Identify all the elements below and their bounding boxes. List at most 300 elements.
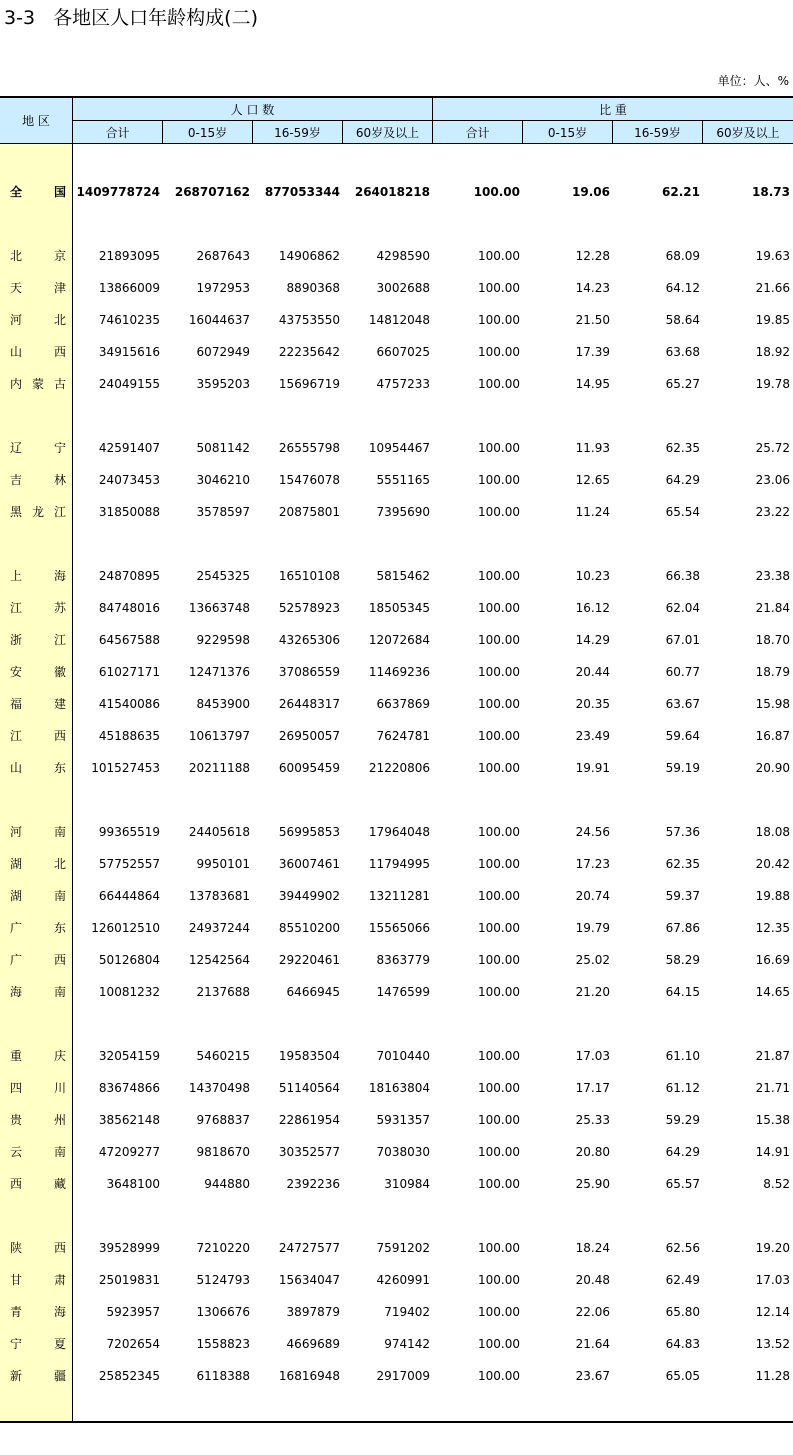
pop-age0-15-cell: 7210220 [196,1241,250,1255]
region-cell: 全 国 [10,185,66,199]
region-cell: 福 建 [10,697,66,711]
pop-age0-15-cell: 24405618 [188,825,250,839]
prop-age60p-cell: 23.06 [755,473,790,487]
prop-age16-59-cell: 59.64 [665,729,700,743]
prop-age16-59-cell: 59.37 [665,889,700,903]
pop-age60p-cell: 7591202 [376,1241,430,1255]
prop-age0-15-cell: 22.06 [575,1305,610,1319]
pop-age60p-cell: 10954467 [368,441,430,455]
pop-age0-15-cell: 2545325 [196,569,250,583]
prop-age60p-cell: 19.63 [755,249,790,263]
table-row [0,944,793,976]
pop-age0-15-cell: 16044637 [188,313,250,327]
prop-age16-59-cell: 62.35 [665,857,700,871]
region-cell: 海 南 [10,985,66,999]
pop-age16-59-cell: 2392236 [286,1177,340,1191]
pop-age16-59-cell: 43265306 [278,633,340,647]
pop-age0-15-cell: 944880 [204,1177,250,1191]
pop-age60p-cell: 15565066 [368,921,430,935]
prop-total-cell: 100.00 [478,921,520,935]
prop-total-cell: 100.00 [478,281,520,295]
prop-age60p-cell: 18.92 [755,345,790,359]
pop-age16-59-cell: 6466945 [286,985,340,999]
prop-total-cell: 100.00 [478,1145,520,1159]
pop-total-cell: 3648100 [106,1177,160,1191]
prop-age0-15-cell: 23.49 [575,729,610,743]
pop-age60p-cell: 21220806 [368,761,430,775]
region-cell: 广 东 [10,921,66,935]
pop-total-cell: 47209277 [98,1145,160,1159]
pop-age60p-cell: 18505345 [368,601,430,615]
prop-col-total: 合计 [433,121,523,143]
pop-age0-15-cell: 1306676 [196,1305,250,1319]
pop-total-cell: 24049155 [98,377,160,391]
pop-age60p-cell: 264018218 [354,185,430,199]
pop-age60p-cell: 1476599 [376,985,430,999]
prop-age60p-cell: 21.84 [755,601,790,615]
prop-age0-15-cell: 14.23 [575,281,610,295]
prop-age16-59-cell: 59.19 [665,761,700,775]
pop-age0-15-cell: 2687643 [196,249,250,263]
prop-total-cell: 100.00 [478,1369,520,1383]
table-row [0,304,793,336]
pop-age60p-cell: 5551165 [376,473,430,487]
pop-age60p-cell: 2917009 [376,1369,430,1383]
pop-age60p-cell: 18163804 [368,1081,430,1095]
prop-total-cell: 100.00 [478,761,520,775]
prop-age60p-cell: 18.08 [755,825,790,839]
pop-age60p-cell: 7038030 [376,1145,430,1159]
table-row [0,848,793,880]
prop-age16-59-cell: 62.49 [665,1273,700,1287]
prop-age16-59-cell: 67.01 [665,633,700,647]
region-cell: 辽 宁 [10,441,66,455]
table-row [0,752,793,784]
unit-label: 单位：人、% [717,74,789,88]
table-row [0,816,793,848]
prop-age0-15-cell: 20.35 [575,697,610,711]
pop-age0-15-cell: 20211188 [188,761,250,775]
pop-total-cell: 101527453 [91,761,160,775]
pop-total-cell: 38562148 [98,1113,160,1127]
table-row [0,368,793,400]
pop-age0-15-cell: 14370498 [188,1081,250,1095]
pop-age0-15-cell: 3046210 [196,473,250,487]
pop-age60p-cell: 6637869 [376,697,430,711]
table-row [0,336,793,368]
pop-age16-59-cell: 60095459 [278,761,340,775]
pop-age16-59-cell: 52578923 [278,601,340,615]
region-cell: 浙 江 [10,633,66,647]
prop-total-cell: 100.00 [478,729,520,743]
prop-age0-15-cell: 17.23 [575,857,610,871]
prop-age60p-cell: 20.90 [755,761,790,775]
region-cell: 新 疆 [10,1369,66,1383]
pop-age16-59-cell: 29220461 [278,953,340,967]
pop-total-cell: 21893095 [98,249,160,263]
pop-age0-15-cell: 10613797 [188,729,250,743]
prop-total-cell: 100.00 [478,665,520,679]
prop-total-cell: 100.00 [478,985,520,999]
region-cell: 四 川 [10,1081,66,1095]
pop-age16-59-cell: 37086559 [278,665,340,679]
prop-age60p-cell: 14.91 [755,1145,790,1159]
prop-total-cell: 100.00 [478,1113,520,1127]
pop-age16-59-cell: 16510108 [278,569,340,583]
pop-total-cell: 34915616 [98,345,160,359]
prop-total-cell: 100.00 [478,473,520,487]
prop-age60p-cell: 23.38 [755,569,790,583]
table-row [0,688,793,720]
pop-age0-15-cell: 6072949 [196,345,250,359]
table-row [0,1232,793,1264]
prop-age16-59-cell: 59.29 [665,1113,700,1127]
pop-age60p-cell: 7395690 [376,505,430,519]
prop-age60p-cell: 21.66 [755,281,790,295]
pop-total-cell: 42591407 [98,441,160,455]
header-divider [0,143,793,144]
prop-age0-15-cell: 16.12 [575,601,610,615]
prop-age16-59-cell: 64.12 [665,281,700,295]
pop-total-cell: 31850088 [98,505,160,519]
prop-age0-15-cell: 12.28 [575,249,610,263]
pop-age0-15-cell: 1558823 [196,1337,250,1351]
prop-age0-15-cell: 20.80 [575,1145,610,1159]
table-row [0,1104,793,1136]
prop-age16-59-cell: 65.57 [665,1177,700,1191]
region-cell: 吉 林 [10,473,66,487]
prop-age0-15-cell: 21.20 [575,985,610,999]
prop-age60p-cell: 13.52 [755,1337,790,1351]
pop-age0-15-cell: 5124793 [196,1273,250,1287]
pop-age60p-cell: 11469236 [368,665,430,679]
prop-age60p-cell: 12.14 [755,1305,790,1319]
prop-total-cell: 100.00 [478,1081,520,1095]
prop-total-cell: 100.00 [473,185,520,199]
region-cell: 宁 夏 [10,1337,66,1351]
table-row-national [0,176,793,208]
pop-total-cell: 66444864 [98,889,160,903]
prop-age0-15-cell: 14.95 [575,377,610,391]
prop-age0-15-cell: 11.93 [575,441,610,455]
prop-age16-59-cell: 63.67 [665,697,700,711]
prop-total-cell: 100.00 [478,857,520,871]
region-cell: 河 北 [10,313,66,327]
prop-age16-59-cell: 60.77 [665,665,700,679]
prop-col-age16-59: 16-59岁 [613,121,703,143]
pop-total-cell: 7202654 [106,1337,160,1351]
prop-total-cell: 100.00 [478,697,520,711]
pop-age0-15-cell: 2137688 [196,985,250,999]
pop-age16-59-cell: 15476078 [278,473,340,487]
prop-total-cell: 100.00 [478,1273,520,1287]
pop-age60p-cell: 14812048 [368,313,430,327]
table-row [0,624,793,656]
prop-age60p-cell: 19.78 [755,377,790,391]
table-row [0,496,793,528]
table-row [0,656,793,688]
prop-col-age0-15: 0-15岁 [523,121,613,143]
pop-age60p-cell: 12072684 [368,633,430,647]
pop-age0-15-cell: 9818670 [196,1145,250,1159]
pop-age16-59-cell: 4669689 [286,1337,340,1351]
pop-age16-59-cell: 19583504 [278,1049,340,1063]
table-row [0,1040,793,1072]
prop-age0-15-cell: 19.91 [575,761,610,775]
prop-total-cell: 100.00 [478,569,520,583]
pop-age60p-cell: 4260991 [376,1273,430,1287]
table-row [0,240,793,272]
prop-age60p-cell: 17.03 [755,1273,790,1287]
region-cell: 上 海 [10,569,66,583]
prop-total-cell: 100.00 [478,345,520,359]
pop-total-cell: 25019831 [98,1273,160,1287]
pop-age0-15-cell: 12542564 [188,953,250,967]
table-row [0,560,793,592]
pop-total-cell: 126012510 [91,921,160,935]
prop-age16-59-cell: 66.38 [665,569,700,583]
prop-age16-59-cell: 64.15 [665,985,700,999]
prop-age16-59-cell: 64.83 [665,1337,700,1351]
prop-age0-15-cell: 20.48 [575,1273,610,1287]
pop-age16-59-cell: 85510200 [278,921,340,935]
table-row [0,1360,793,1392]
region-cell: 贵 州 [10,1113,66,1127]
pop-age16-59-cell: 15634047 [278,1273,340,1287]
region-cell: 陕 西 [10,1241,66,1255]
table-row [0,720,793,752]
prop-age16-59-cell: 62.04 [665,601,700,615]
table-row [0,912,793,944]
prop-age60p-cell: 19.88 [755,889,790,903]
region-cell: 北 京 [10,249,66,263]
pop-total-cell: 24073453 [98,473,160,487]
prop-age0-15-cell: 23.67 [575,1369,610,1383]
pop-age60p-cell: 310984 [384,1177,430,1191]
pop-total-cell: 32054159 [98,1049,160,1063]
region-cell: 天 津 [10,281,66,295]
prop-age16-59-cell: 62.56 [665,1241,700,1255]
pop-total-cell: 50126804 [98,953,160,967]
pop-total-cell: 57752557 [98,857,160,871]
prop-total-cell: 100.00 [478,1305,520,1319]
table-row [0,1328,793,1360]
pop-col-age60p: 60岁及以上 [343,121,433,143]
prop-age16-59-cell: 65.05 [665,1369,700,1383]
pop-total-cell: 74610235 [98,313,160,327]
prop-total-cell: 100.00 [478,889,520,903]
pop-age0-15-cell: 3578597 [196,505,250,519]
prop-age16-59-cell: 62.21 [662,185,700,199]
prop-age0-15-cell: 18.24 [575,1241,610,1255]
prop-total-cell: 100.00 [478,825,520,839]
pop-age0-15-cell: 13783681 [188,889,250,903]
prop-age60p-cell: 21.87 [755,1049,790,1063]
prop-age0-15-cell: 19.79 [575,921,610,935]
prop-age0-15-cell: 17.03 [575,1049,610,1063]
prop-age16-59-cell: 65.80 [665,1305,700,1319]
prop-age60p-cell: 12.35 [755,921,790,935]
pop-age16-59-cell: 15696719 [278,377,340,391]
pop-total-cell: 84748016 [98,601,160,615]
region-cell: 云 南 [10,1145,66,1159]
pop-age0-15-cell: 9950101 [196,857,250,871]
pop-age60p-cell: 974142 [384,1337,430,1351]
prop-age0-15-cell: 17.39 [575,345,610,359]
prop-age16-59-cell: 58.29 [665,953,700,967]
pop-age60p-cell: 17964048 [368,825,430,839]
pop-total-cell: 99365519 [98,825,160,839]
pop-age60p-cell: 7010440 [376,1049,430,1063]
pop-age60p-cell: 719402 [384,1305,430,1319]
pop-age60p-cell: 4757233 [376,377,430,391]
prop-age60p-cell: 18.79 [755,665,790,679]
prop-total-cell: 100.00 [478,1241,520,1255]
pop-age60p-cell: 3002688 [376,281,430,295]
pop-age0-15-cell: 9229598 [196,633,250,647]
pop-age16-59-cell: 51140564 [278,1081,340,1095]
prop-age0-15-cell: 14.29 [575,633,610,647]
pop-age0-15-cell: 1972953 [196,281,250,295]
prop-age0-15-cell: 11.24 [575,505,610,519]
prop-age0-15-cell: 19.06 [572,185,610,199]
pop-total-cell: 24870895 [98,569,160,583]
pop-age16-59-cell: 26555798 [278,441,340,455]
table-row [0,1264,793,1296]
prop-age16-59-cell: 65.54 [665,505,700,519]
pop-age0-15-cell: 268707162 [174,185,250,199]
pop-age0-15-cell: 9768837 [196,1113,250,1127]
prop-age60p-cell: 18.73 [752,185,790,199]
prop-age60p-cell: 16.69 [755,953,790,967]
pop-age16-59-cell: 22235642 [278,345,340,359]
prop-age0-15-cell: 25.33 [575,1113,610,1127]
prop-age60p-cell: 16.87 [755,729,790,743]
prop-age60p-cell: 15.38 [755,1113,790,1127]
table-row [0,464,793,496]
pop-total-cell: 83674866 [98,1081,160,1095]
pop-total-cell: 25852345 [98,1369,160,1383]
prop-age60p-cell: 8.52 [763,1177,790,1191]
pop-age0-15-cell: 12471376 [188,665,250,679]
prop-age0-15-cell: 21.50 [575,313,610,327]
pop-age16-59-cell: 36007461 [278,857,340,871]
page-title: 3-3 各地区人口年龄构成(二) [4,7,258,29]
region-cell: 甘 肃 [10,1273,66,1287]
prop-age60p-cell: 11.28 [755,1369,790,1383]
pop-age60p-cell: 7624781 [376,729,430,743]
prop-total-cell: 100.00 [478,249,520,263]
prop-total-cell: 100.00 [478,1177,520,1191]
prop-age0-15-cell: 21.64 [575,1337,610,1351]
region-cell: 重 庆 [10,1049,66,1063]
prop-age60p-cell: 20.42 [755,857,790,871]
table-row [0,272,793,304]
table-row [0,1072,793,1104]
pop-age16-59-cell: 22861954 [278,1113,340,1127]
pop-age60p-cell: 5815462 [376,569,430,583]
proportion-group-header: 比 重 [433,98,793,121]
pop-age60p-cell: 5931357 [376,1113,430,1127]
prop-total-cell: 100.00 [478,441,520,455]
prop-age60p-cell: 18.70 [755,633,790,647]
pop-total-cell: 61027171 [98,665,160,679]
pop-total-cell: 10081232 [98,985,160,999]
table-row [0,880,793,912]
prop-age0-15-cell: 17.17 [575,1081,610,1095]
prop-col-age60p: 60岁及以上 [703,121,793,143]
region-cell: 湖 南 [10,889,66,903]
pop-total-cell: 13866009 [98,281,160,295]
prop-age16-59-cell: 62.35 [665,441,700,455]
pop-total-cell: 45188635 [98,729,160,743]
region-cell: 青 海 [10,1305,66,1319]
prop-age16-59-cell: 65.27 [665,377,700,391]
region-cell: 安 徽 [10,665,66,679]
prop-age60p-cell: 14.65 [755,985,790,999]
prop-age16-59-cell: 58.64 [665,313,700,327]
prop-age0-15-cell: 25.90 [575,1177,610,1191]
prop-total-cell: 100.00 [478,505,520,519]
region-cell: 西 藏 [10,1177,66,1191]
pop-age0-15-cell: 8453900 [196,697,250,711]
pop-col-age16-59: 16-59岁 [253,121,343,143]
pop-age16-59-cell: 16816948 [278,1369,340,1383]
prop-age16-59-cell: 64.29 [665,473,700,487]
pop-total-cell: 41540086 [98,697,160,711]
table-row [0,432,793,464]
pop-age16-59-cell: 3897879 [286,1305,340,1319]
prop-total-cell: 100.00 [478,601,520,615]
population-group-header: 人 口 数 [73,98,433,121]
pop-total-cell: 39528999 [98,1241,160,1255]
prop-age0-15-cell: 25.02 [575,953,610,967]
prop-age60p-cell: 19.20 [755,1241,790,1255]
region-header: 地 区 [0,98,73,143]
region-cell: 广 西 [10,953,66,967]
table-row [0,1168,793,1200]
pop-age60p-cell: 4298590 [376,249,430,263]
pop-age0-15-cell: 6118388 [196,1369,250,1383]
prop-age16-59-cell: 63.68 [665,345,700,359]
pop-age16-59-cell: 14906862 [278,249,340,263]
pop-age16-59-cell: 39449902 [278,889,340,903]
pop-age16-59-cell: 30352577 [278,1145,340,1159]
prop-total-cell: 100.00 [478,377,520,391]
region-cell: 江 西 [10,729,66,743]
table-header [0,98,793,144]
prop-age16-59-cell: 61.12 [665,1081,700,1095]
pop-age60p-cell: 6607025 [376,345,430,359]
prop-total-cell: 100.00 [478,1337,520,1351]
pop-age16-59-cell: 26950057 [278,729,340,743]
prop-age16-59-cell: 64.29 [665,1145,700,1159]
prop-age60p-cell: 21.71 [755,1081,790,1095]
prop-total-cell: 100.00 [478,953,520,967]
pop-age16-59-cell: 43753550 [278,313,340,327]
pop-col-age0-15: 0-15岁 [163,121,253,143]
prop-age60p-cell: 19.85 [755,313,790,327]
region-cell: 内 蒙 古 [10,377,66,391]
prop-age16-59-cell: 61.10 [665,1049,700,1063]
pop-age16-59-cell: 56995853 [278,825,340,839]
table-row [0,1136,793,1168]
prop-age60p-cell: 23.22 [755,505,790,519]
prop-age0-15-cell: 20.74 [575,889,610,903]
prop-total-cell: 100.00 [478,1049,520,1063]
prop-age0-15-cell: 24.56 [575,825,610,839]
region-cell: 山 东 [10,761,66,775]
